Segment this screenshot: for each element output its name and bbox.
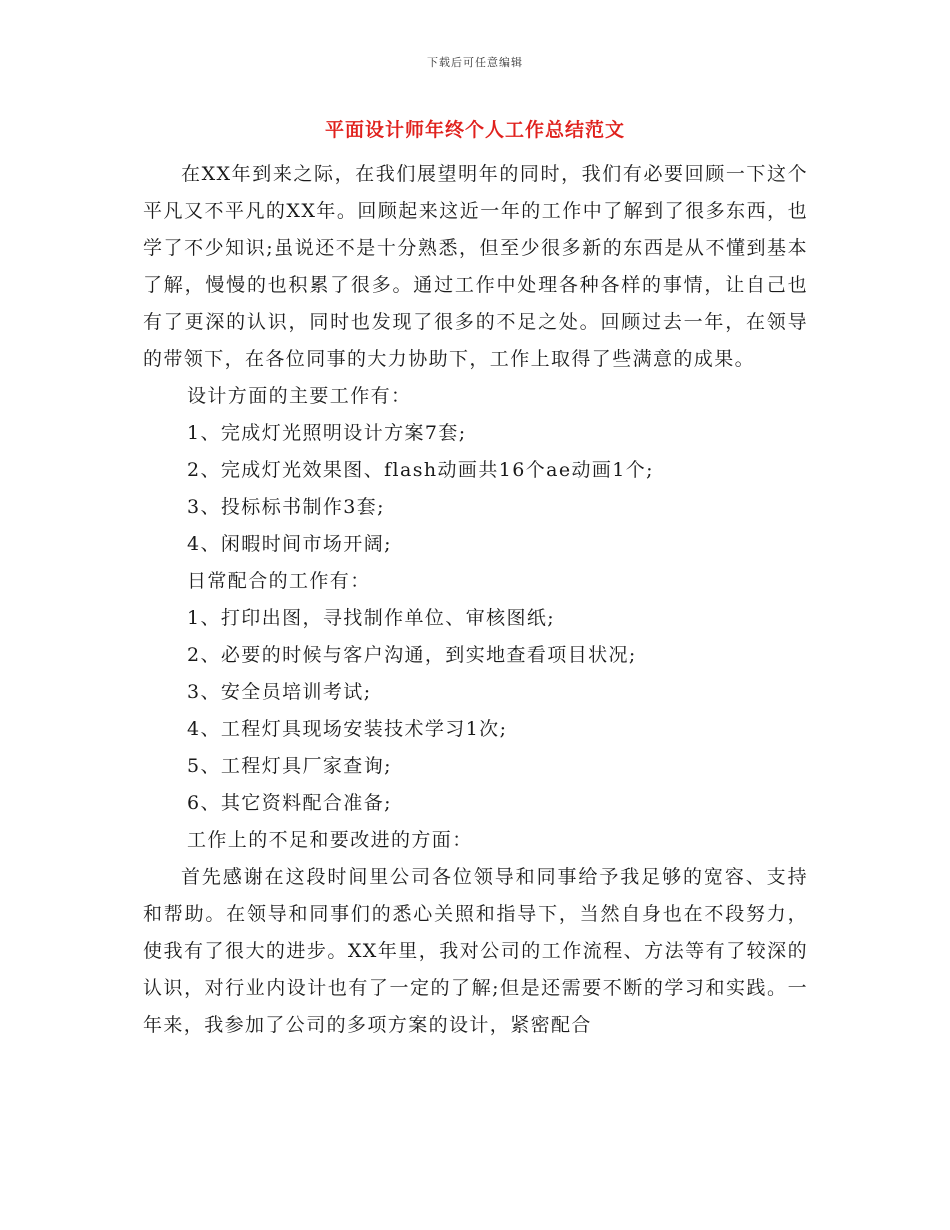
list-item: 4、闲暇时间市场开阔; <box>187 533 392 555</box>
section-heading-daily-work: 日常配合的工作有： <box>187 570 371 592</box>
header-note: 下载后可任意编辑 <box>427 56 523 69</box>
section-heading-improvements: 工作上的不足和要改进的方面： <box>187 829 473 851</box>
list-item: 3、投标标书制作3套; <box>187 496 385 518</box>
document-body <box>143 156 808 1044</box>
list-item: 2、必要的时候与客户沟通，到实地查看项目状况; <box>187 644 637 666</box>
paragraph-intro: 在XX年到来之际，在我们展望明年的同时，我们有必要回顾一下这个平凡又不平凡的XX年。回顾起来这近一年的工作中了解到了很多东西，也学了不少知识;虽说还不是十分熟悉，但至少很多新的东西是从不懂到基本了解，慢慢的也积累了很多。通过工作中处理各种各样的事情，让自己也有了更深的认识，同时也发现了很多的不足之处。回顾过去一年，在领导的带领下，在各位同事的大力协助下，工作上取得了些满意的成果。 <box>143 163 808 370</box>
list-item: 1、打印出图，寻找制作单位、审核图纸; <box>187 607 556 629</box>
list-item: 5、工程灯具厂家查询; <box>187 755 392 777</box>
list-item: 2、完成灯光效果图、flash动画共16个ae动画1个; <box>187 459 654 481</box>
list-item: 3、安全员培训考试; <box>187 681 372 703</box>
list-item: 1、完成灯光照明设计方案7套; <box>187 422 467 444</box>
list-item: 4、工程灯具现场安装技术学习1次; <box>187 718 508 740</box>
document-title: 平面设计师年终个人工作总结范文 <box>324 119 625 141</box>
section-heading-design-work: 设计方面的主要工作有： <box>187 385 412 407</box>
list-item: 6、其它资料配合准备; <box>187 792 392 814</box>
paragraph-closing: 首先感谢在这段时间里公司各位领导和同事给予我足够的宽容、支持和帮助。在领导和同事们的悉心关照和指导下，当然自身也在不段努力，使我有了很大的进步。XX年里，我对公司的工作流程、方法等有了较深的认识，对行业内设计也有了一定的了解;但是还需要不断的学习和实践。一年来，我参加了公司的多项方案的设计，紧密配合 <box>143 866 808 1036</box>
